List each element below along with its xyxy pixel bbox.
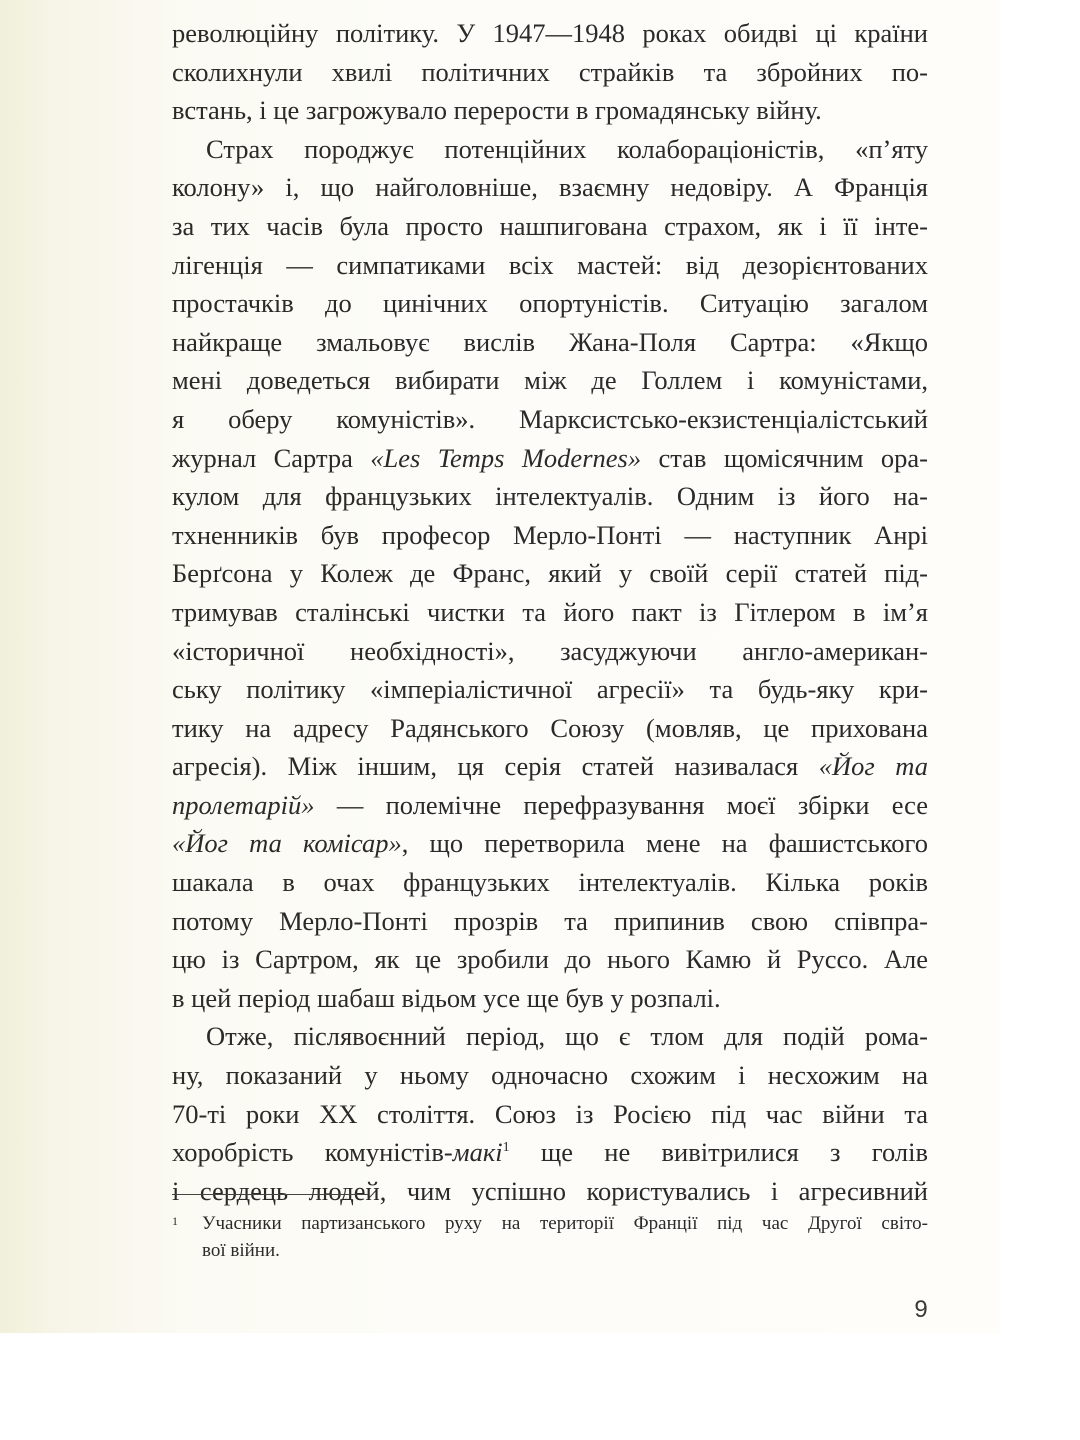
text-line: 70-ті роки XX століття. Союз із Росією під час війни та — [172, 1098, 928, 1129]
footnote-line: вої війни. — [202, 1240, 280, 1261]
text-line — [172, 747, 928, 786]
text-line: в цей період шабаш відьом усе ще був у розпалі. — [172, 982, 721, 1013]
footnote-line: Учасники партизанського руху на території Франції під час Другої світо- — [202, 1213, 928, 1234]
text-line — [172, 1133, 928, 1172]
text-line: Страх породжує потенційних колабораціоністів, «п’яту — [206, 133, 928, 164]
text-run: журнал Сартра — [172, 442, 371, 473]
footnote — [172, 1210, 928, 1264]
text-run: , що перетворила мене на фашистського — [401, 828, 928, 859]
series-title: «Йог та — [818, 751, 928, 782]
text-line: колону» і, що найголовніше, взаємну недовіру. А Франція — [172, 172, 928, 203]
text-line: і сердець людей, чим успішно користувались і агресивний — [172, 1175, 928, 1206]
journal-title: «Les Temps Modernes» — [370, 442, 642, 473]
text-line: тримував сталінські чистки та його пакт із Гітлером в ім’я — [172, 596, 928, 627]
text-run: став щомісячним ора- — [641, 442, 928, 473]
main-text — [172, 14, 928, 1210]
text-line — [172, 786, 928, 825]
text-line: лігенція — симпатиками всіх мастей: від дезорієнтованих — [172, 249, 928, 280]
page-number: 9 — [914, 1296, 928, 1323]
text-line: за тих часів була просто нашпигована страхом, як і її інте- — [172, 210, 928, 241]
text-run: — полемічне перефразування моєї збірки есе — [314, 789, 928, 820]
paragraph-3 — [172, 1017, 928, 1210]
text-line: Отже, післявоєнний період, що є тлом для подій рома- — [206, 1021, 928, 1052]
text-line: простачків до цинічних опортуністів. Ситуацію загалом — [172, 288, 928, 319]
text-line: ну, показаний у ньому одночасно схожим і несхожим на — [172, 1060, 928, 1091]
paragraph-2 — [172, 130, 928, 1018]
text-line: потому Мерло-Понті прозрів та припинив свою співпра- — [172, 905, 928, 936]
footnote-divider — [172, 1194, 368, 1195]
paragraph-1 — [172, 14, 928, 130]
footnote-reference: 1 — [502, 1140, 510, 1156]
text-line — [172, 439, 928, 478]
text-line: сколихнули хвилі політичних страйків та збройних по- — [172, 56, 928, 87]
text-line: революційну політику. У 1947—1948 роках обидві ці країни — [172, 18, 928, 48]
text-run: ще не вивітрилися з голів — [509, 1137, 928, 1168]
text-line: ську політику «імперіалістичної агресії» та будь-яку кри- — [172, 674, 928, 705]
series-title: пролетарій» — [172, 789, 315, 820]
text-line: мені доведеться вибирати між де Голлем і комуністами, — [172, 365, 928, 396]
text-line: встань, і це загрожувало перерости в громадянську війну. — [172, 95, 822, 126]
text-run: агресія). Між іншим, ця серія статей називалася — [172, 751, 819, 782]
text-run: хоробрість комуністів- — [172, 1137, 453, 1168]
italic-term: макі — [452, 1137, 503, 1168]
text-line: кулом для французьких інтелектуалів. Одним із його на- — [172, 481, 928, 512]
text-line: «історичної необхідності», засуджуючи англо-американ- — [172, 635, 928, 666]
text-line: шакала в очах французьких інтелектуалів. Кілька років — [172, 867, 928, 898]
text-line: тхненників був професор Мерло-Понті — наступник Анрі — [172, 519, 928, 550]
footnote-number: 1 — [172, 1214, 178, 1228]
text-line: найкраще змальовує вислів Жана-Поля Сартра: «Якщо — [172, 326, 928, 357]
text-line: я оберу комуністів». Марксистсько-екзистенціалістський — [172, 403, 928, 434]
text-line: Берґсона у Колеж де Франс, який у своїй серії статей під- — [172, 558, 928, 589]
text-line — [172, 824, 928, 863]
essay-title: «Йог та комісар» — [172, 828, 402, 859]
text-line: тику на адресу Радянського Союзу (мовляв, це прихована — [172, 712, 928, 743]
text-line: цю із Сартром, як це зробили до нього Камю й Руссо. Але — [172, 944, 928, 975]
